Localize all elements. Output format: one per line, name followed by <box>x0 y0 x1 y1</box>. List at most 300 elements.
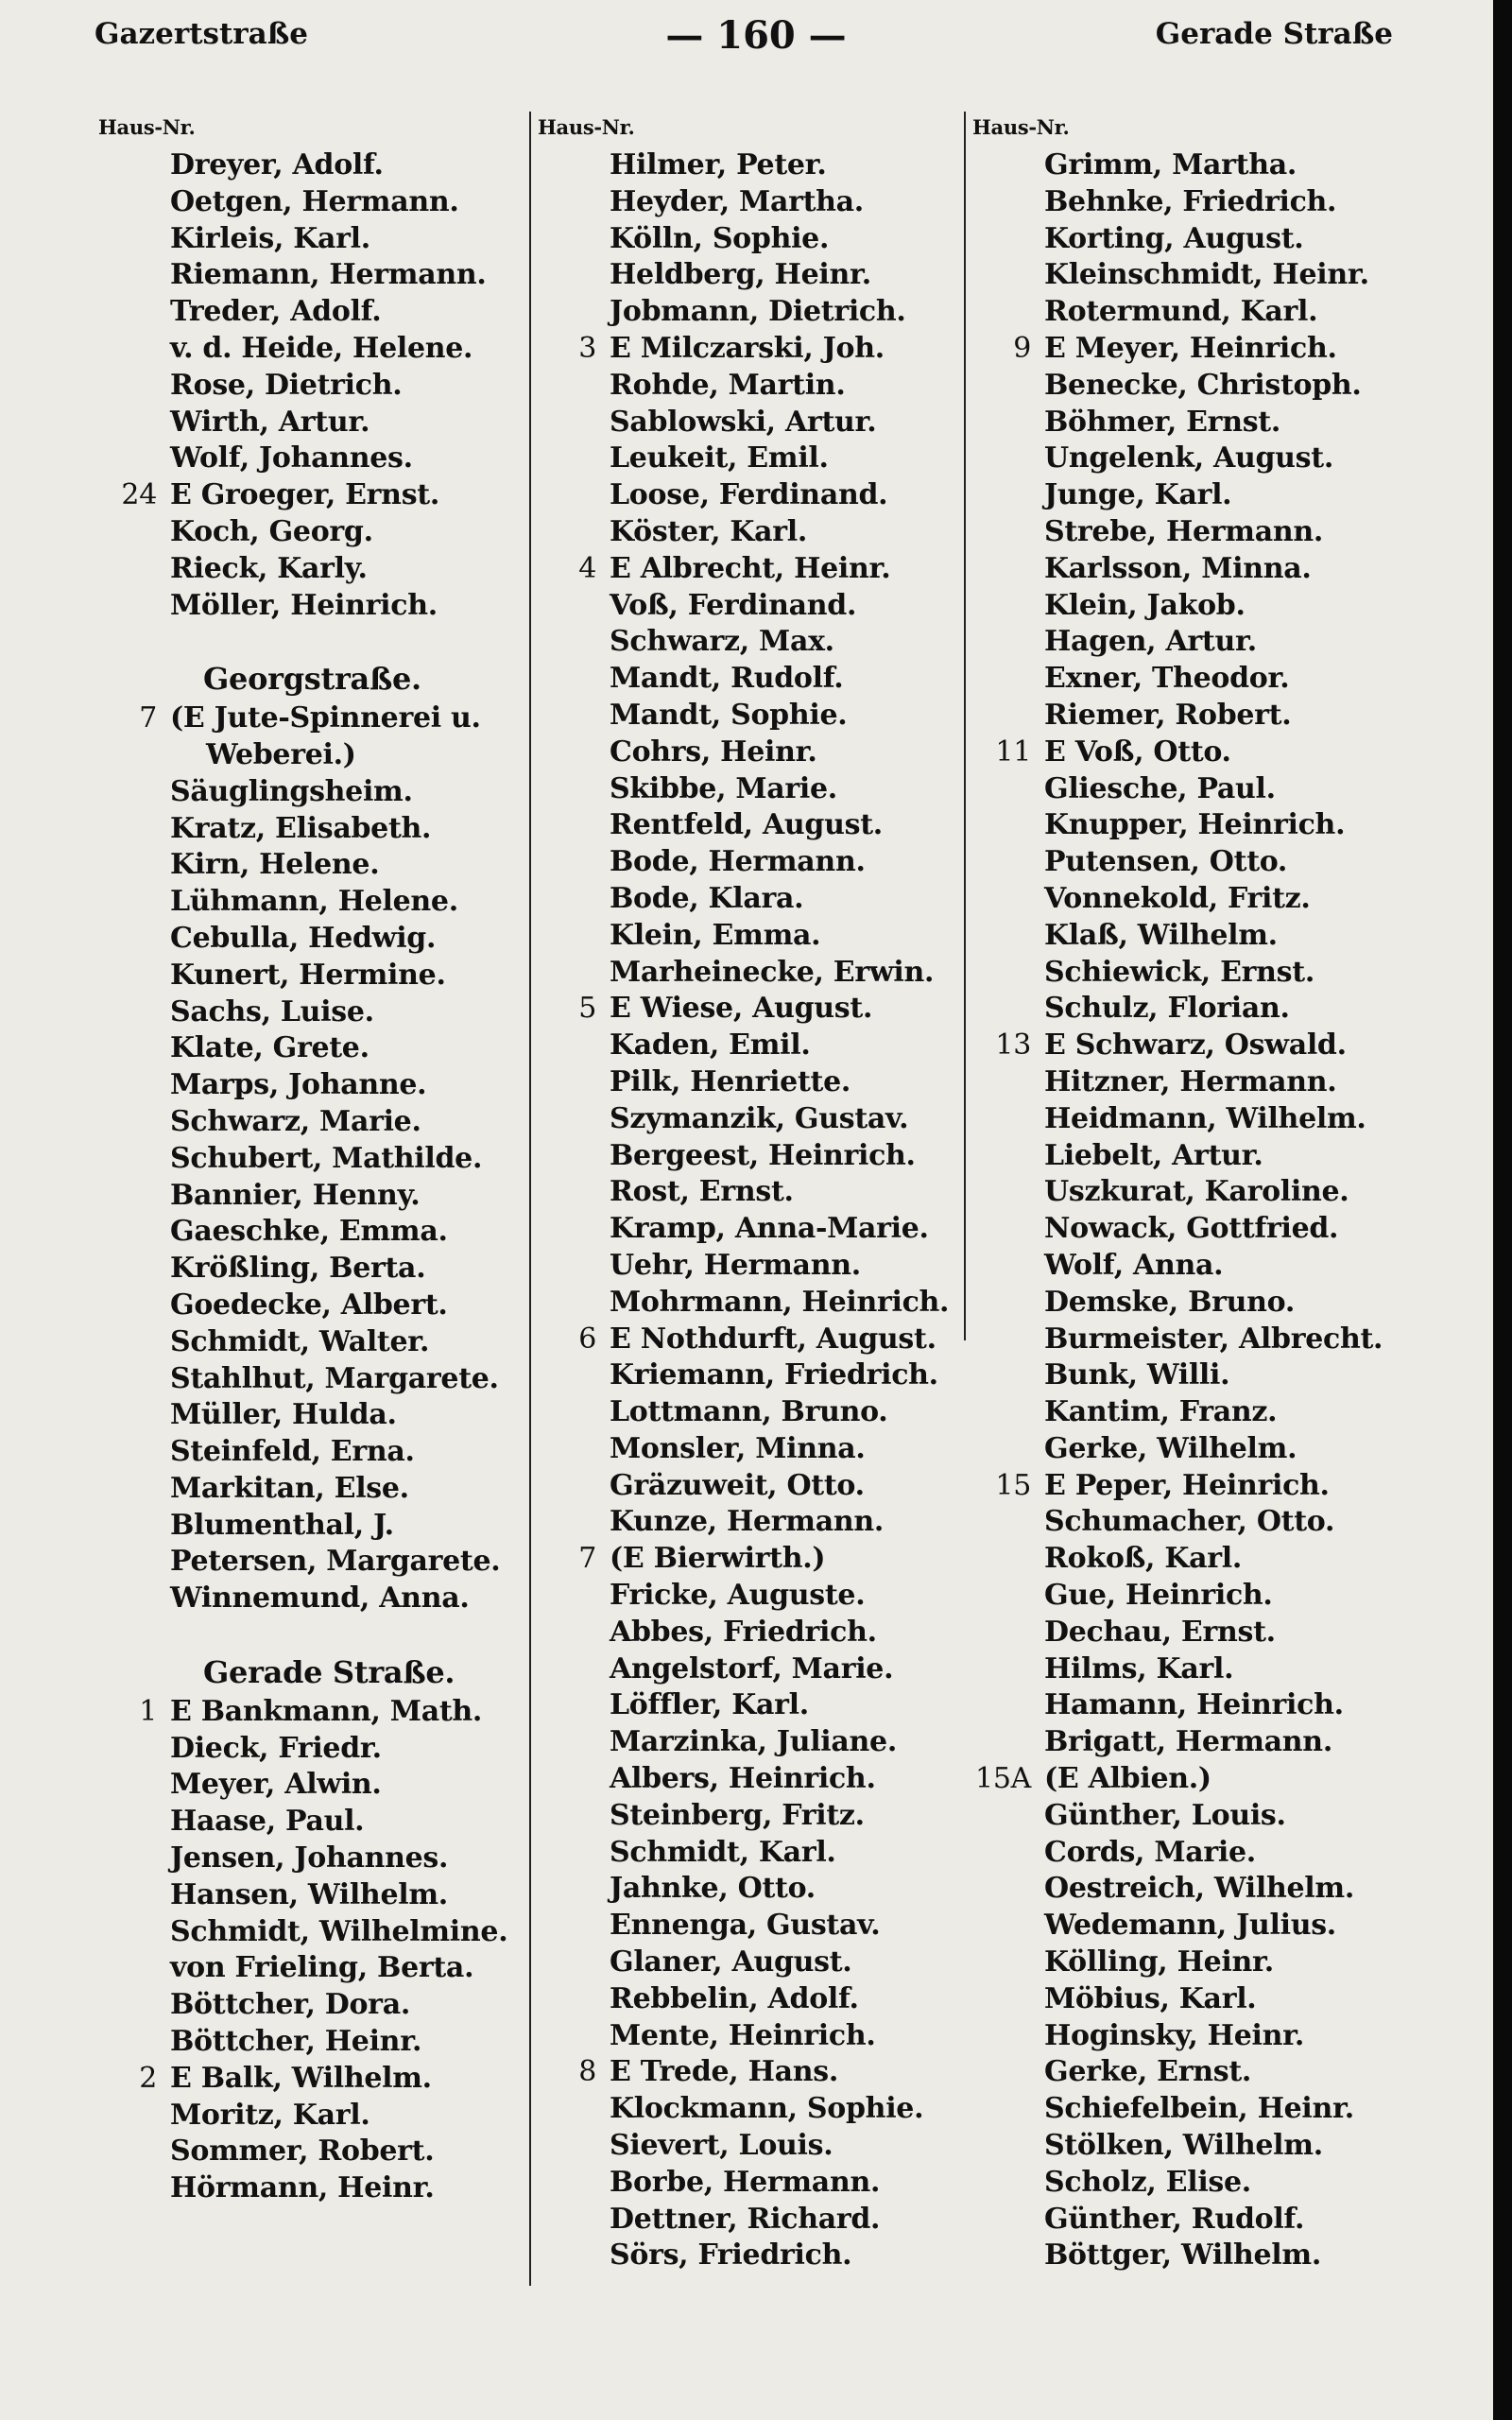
resident-entry <box>969 2238 1399 2274</box>
resident-entry <box>534 1615 964 1651</box>
resident-name: Hörmann, Heinr. <box>170 2171 435 2205</box>
column-2 <box>534 113 964 2274</box>
resident-name: Cohrs, Heinr. <box>610 735 817 769</box>
page-number: — 160 — <box>665 13 847 58</box>
resident-entry <box>534 147 964 184</box>
resident-entry <box>94 1104 524 1141</box>
resident-entry <box>969 624 1399 661</box>
resident-name: Grimm, Martha. <box>1044 148 1297 182</box>
resident-name: E Balk, Wilhelm. <box>170 2061 432 2095</box>
resident-name: Schulz, Florian. <box>1044 992 1290 1026</box>
resident-entry <box>969 368 1399 405</box>
resident-entry <box>969 1138 1399 1175</box>
resident-entry <box>969 405 1399 441</box>
resident-entry <box>969 1468 1399 1505</box>
resident-name: Schumacher, Otto. <box>1044 1505 1335 1539</box>
resident-name: Kirleis, Karl. <box>170 221 370 255</box>
house-number: 1 <box>139 1694 157 1728</box>
resident-entry <box>969 698 1399 735</box>
resident-name: Rotermund, Karl. <box>1044 295 1318 329</box>
resident-entry <box>969 1761 1399 1798</box>
resident-entry <box>94 737 524 774</box>
resident-entry <box>94 774 524 811</box>
resident-entry <box>534 1835 964 1872</box>
resident-name: Hamann, Heinrich. <box>1044 1688 1344 1722</box>
spacer <box>94 1617 524 1654</box>
resident-name: Heidmann, Wilhelm. <box>1044 1101 1366 1135</box>
resident-entry <box>94 331 524 368</box>
resident-entry <box>534 1798 964 1835</box>
resident-entry <box>969 1248 1399 1285</box>
resident-entry <box>969 1798 1399 1835</box>
resident-name: v. d. Heide, Helene. <box>170 331 473 365</box>
resident-name: Säuglingsheim. <box>170 774 413 808</box>
resident-name: Angelstorf, Marie. <box>610 1651 894 1685</box>
resident-name: Fricke, Auguste. <box>610 1579 866 1613</box>
resident-entry <box>534 991 964 1028</box>
resident-entry <box>94 1251 524 1288</box>
resident-entry <box>534 441 964 477</box>
resident-name: Böttger, Wilhelm. <box>1044 2238 1321 2273</box>
resident-name: Schwarz, Max. <box>610 625 834 659</box>
resident-name: Knupper, Heinrich. <box>1044 808 1346 842</box>
resident-entry <box>534 1945 964 1981</box>
resident-name: Kaden, Emil. <box>610 1028 811 1063</box>
resident-entry <box>969 991 1399 1028</box>
resident-name: Petersen, Margarete. <box>170 1545 501 1579</box>
resident-entry <box>969 2165 1399 2202</box>
resident-name: Junge, Karl. <box>1044 478 1232 512</box>
resident-entry <box>969 1504 1399 1541</box>
resident-name: Kölln, Sophie. <box>610 221 830 255</box>
resident-name: Schmidt, Karl. <box>610 1835 836 1869</box>
resident-entry <box>969 661 1399 698</box>
resident-name: Sörs, Friedrich. <box>610 2238 852 2273</box>
resident-name: Riemer, Robert. <box>1044 698 1292 732</box>
resident-name: Kantim, Franz. <box>1044 1395 1278 1429</box>
resident-name: Cebulla, Hedwig. <box>170 921 437 955</box>
resident-name: Goedecke, Albert. <box>170 1288 448 1322</box>
resident-name: Böttcher, Dora. <box>170 1988 410 2022</box>
resident-entry <box>534 881 964 918</box>
resident-name: Kleinschmidt, Heinr. <box>1044 258 1369 292</box>
resident-name: Köster, Karl. <box>610 514 808 548</box>
resident-entry <box>534 771 964 808</box>
resident-entry <box>94 184 524 221</box>
resident-name: Bode, Klara. <box>610 881 804 915</box>
resident-name: Markitan, Else. <box>170 1471 409 1505</box>
resident-entry <box>534 698 964 735</box>
resident-entry <box>969 1871 1399 1908</box>
resident-entry <box>534 1651 964 1688</box>
resident-name: Hansen, Wilhelm. <box>170 1877 448 1911</box>
resident-name: Kirn, Helene. <box>170 848 380 882</box>
resident-name: Kramp, Anna-Marie. <box>610 1212 929 1246</box>
resident-entry <box>534 368 964 405</box>
resident-name: Oestreich, Wilhelm. <box>1044 1872 1354 1906</box>
resident-name: Burmeister, Albrecht. <box>1044 1322 1383 1356</box>
resident-name: Kriemann, Friedrich. <box>610 1358 938 1392</box>
resident-name: Wedemann, Julius. <box>1044 1909 1336 1943</box>
resident-name: Stahlhut, Margarete. <box>170 1361 499 1395</box>
street-heading: Gerade Straße. <box>203 1653 455 1690</box>
resident-name: Sievert, Louis. <box>610 2129 833 2163</box>
resident-name: Schubert, Mathilde. <box>170 1141 483 1175</box>
resident-entry <box>534 1687 964 1724</box>
resident-entry <box>969 1578 1399 1615</box>
resident-entry <box>94 405 524 441</box>
column-divider <box>529 112 531 2286</box>
resident-entry <box>94 477 524 514</box>
resident-name: E Peper, Heinrich. <box>1044 1468 1330 1502</box>
resident-entry <box>94 1397 524 1434</box>
resident-entry <box>94 700 524 737</box>
resident-name: Lühmann, Helene. <box>170 885 458 919</box>
resident-entry <box>969 1394 1399 1431</box>
resident-name: E Trede, Hans. <box>610 2055 839 2089</box>
resident-name: Uszkurat, Karoline. <box>1044 1175 1349 1209</box>
resident-name: Möller, Heinrich. <box>170 588 438 622</box>
resident-entry <box>969 807 1399 844</box>
resident-entry <box>969 1981 1399 2018</box>
resident-entry <box>969 1211 1399 1248</box>
resident-entry <box>534 1322 964 1358</box>
resident-entry <box>534 1174 964 1211</box>
resident-entry <box>534 1028 964 1064</box>
resident-entry <box>969 771 1399 808</box>
resident-name: Hitzner, Hermann. <box>1044 1064 1337 1098</box>
resident-name: Stölken, Wilhelm. <box>1044 2129 1323 2163</box>
resident-name: E Nothdurft, August. <box>610 1322 936 1356</box>
resident-entry <box>94 1324 524 1361</box>
resident-entry <box>969 2018 1399 2055</box>
resident-name: Krößling, Berta. <box>170 1252 426 1286</box>
resident-name: Hagen, Artur. <box>1044 625 1257 659</box>
resident-name: Dechau, Ernst. <box>1044 1615 1276 1649</box>
resident-entry <box>534 1248 964 1285</box>
resident-entry <box>94 921 524 958</box>
resident-name: Abbes, Friedrich. <box>610 1615 877 1649</box>
house-number: 5 <box>578 992 596 1026</box>
resident-entry <box>969 1431 1399 1468</box>
resident-name: Gue, Heinrich. <box>1044 1579 1273 1613</box>
resident-name: Karlsson, Minna. <box>1044 551 1312 585</box>
resident-name: Sachs, Luise. <box>170 994 374 1028</box>
resident-entry <box>969 477 1399 514</box>
resident-name: Marzinka, Juliane. <box>610 1725 897 1759</box>
resident-name: Rebbelin, Adolf. <box>610 1981 859 2015</box>
resident-entry <box>534 1431 964 1468</box>
resident-entry <box>969 294 1399 331</box>
resident-name: Mandt, Rudolf. <box>610 662 844 696</box>
resident-name: Rohde, Martin. <box>610 368 846 402</box>
resident-entry <box>534 1578 964 1615</box>
resident-entry <box>969 2091 1399 2128</box>
resident-name: Moritz, Karl. <box>170 2098 370 2132</box>
resident-entry <box>94 1950 524 1987</box>
resident-entry <box>534 331 964 368</box>
resident-entry <box>94 2134 524 2170</box>
resident-entry <box>534 1138 964 1175</box>
resident-entry <box>94 958 524 994</box>
resident-entry <box>969 1687 1399 1724</box>
resident-name: Hilms, Karl. <box>1044 1651 1234 1685</box>
house-number: 15A <box>975 1762 1031 1796</box>
resident-entry <box>94 1804 524 1841</box>
resident-name: Klockmann, Sophie. <box>610 2092 924 2126</box>
resident-entry <box>969 331 1399 368</box>
resident-name: E Milczarski, Joh. <box>610 331 885 365</box>
resident-name: Schwarz, Marie. <box>170 1104 421 1138</box>
resident-name: Müller, Hulda. <box>170 1398 397 1432</box>
resident-name: Marps, Johanne. <box>170 1068 427 1102</box>
resident-name: Rose, Dietrich. <box>170 368 403 402</box>
resident-name: Lottmann, Bruno. <box>610 1395 888 1429</box>
resident-name: E Schwarz, Oswald. <box>1044 1028 1347 1063</box>
resident-name: Dreyer, Adolf. <box>170 148 384 182</box>
resident-name: Pilk, Henriette. <box>610 1064 851 1098</box>
resident-name: Günther, Rudolf. <box>1044 2202 1305 2236</box>
resident-name: Löffler, Karl. <box>610 1688 809 1722</box>
resident-entry <box>534 221 964 258</box>
resident-entry <box>94 2061 524 2098</box>
resident-name: Gerke, Wilhelm. <box>1044 1431 1297 1465</box>
resident-entry <box>969 1651 1399 1688</box>
resident-name: Meyer, Alwin. <box>170 1768 382 1802</box>
header-left-street: Gazertstraße <box>94 17 309 51</box>
house-number: 4 <box>578 551 596 585</box>
resident-entry <box>534 1394 964 1431</box>
resident-name: Gaeschke, Emma. <box>170 1215 448 1249</box>
resident-name: Leukeit, Emil. <box>610 441 829 475</box>
resident-name: Oetgen, Hermann. <box>170 184 459 218</box>
resident-entry <box>534 1871 964 1908</box>
house-number: 6 <box>578 1322 596 1356</box>
resident-name: Cords, Marie. <box>1044 1835 1256 1869</box>
resident-name: Liebelt, Artur. <box>1044 1138 1263 1172</box>
resident-entry <box>969 1724 1399 1761</box>
resident-name: Ungelenk, August. <box>1044 441 1333 475</box>
resident-entry <box>534 1981 964 2018</box>
resident-name: Heyder, Martha. <box>610 184 864 218</box>
scan-edge <box>1493 0 1512 2420</box>
resident-name: Korting, August. <box>1044 221 1304 255</box>
resident-name: Schmidt, Walter. <box>170 1324 430 1358</box>
resident-name: Weberei.) <box>206 737 356 771</box>
resident-entry <box>534 1468 964 1505</box>
resident-entry <box>969 1835 1399 1872</box>
resident-name: Heldberg, Heinr. <box>610 258 871 292</box>
resident-entry <box>534 588 964 625</box>
resident-entry <box>969 1101 1399 1138</box>
resident-entry <box>534 1504 964 1541</box>
resident-name: Kratz, Elisabeth. <box>170 811 432 845</box>
resident-name: Rentfeld, August. <box>610 808 883 842</box>
resident-name: Gräzuweit, Otto. <box>610 1468 865 1502</box>
resident-name: Günther, Louis. <box>1044 1798 1286 1832</box>
resident-name: Exner, Theodor. <box>1044 662 1290 696</box>
resident-entry <box>94 2024 524 2061</box>
resident-entry <box>94 1471 524 1508</box>
resident-name: Benecke, Christoph. <box>1044 368 1362 402</box>
house-number: 2 <box>139 2061 157 2095</box>
resident-entry <box>969 2202 1399 2238</box>
resident-entry <box>969 735 1399 771</box>
resident-name: Glaner, August. <box>610 1945 852 1979</box>
resident-name: Gliesche, Paul. <box>1044 771 1276 805</box>
resident-name: Schiewick, Ernst. <box>1044 955 1314 989</box>
header-right-street: Gerade Straße <box>1155 17 1393 51</box>
resident-name: Riemann, Hermann. <box>170 258 487 292</box>
resident-name: Demske, Bruno. <box>1044 1285 1296 1319</box>
column-1 <box>94 113 524 2207</box>
resident-entry <box>534 551 964 588</box>
resident-entry <box>534 2165 964 2202</box>
resident-name: E Meyer, Heinrich. <box>1044 331 1337 365</box>
resident-name: Vonnekold, Fritz. <box>1044 881 1311 915</box>
resident-name: Rokoß, Karl. <box>1044 1542 1242 1576</box>
resident-name: Albers, Heinrich. <box>610 1762 876 1796</box>
resident-name: Mente, Heinrich. <box>610 2018 876 2052</box>
resident-name: E Bankmann, Math. <box>170 1694 483 1728</box>
resident-name: Sablowski, Artur. <box>610 405 877 439</box>
resident-entry <box>969 551 1399 588</box>
resident-entry <box>969 1908 1399 1945</box>
resident-name: Borbe, Hermann. <box>610 2165 881 2199</box>
house-number: 3 <box>578 331 596 365</box>
resident-entry <box>94 1581 524 1617</box>
resident-entry <box>94 514 524 551</box>
resident-entry <box>94 1434 524 1471</box>
house-number: 8 <box>578 2055 596 2089</box>
resident-entry <box>94 2098 524 2135</box>
resident-name: Skibbe, Marie. <box>610 771 837 805</box>
resident-entry <box>969 2128 1399 2165</box>
resident-entry <box>94 1067 524 1104</box>
resident-entry <box>969 1357 1399 1394</box>
resident-entry <box>94 1731 524 1768</box>
resident-name: Ennenga, Gustav. <box>610 1909 881 1943</box>
resident-entry <box>94 1178 524 1215</box>
resident-entry <box>94 1987 524 2024</box>
resident-name: Dieck, Friedr. <box>170 1731 382 1765</box>
house-number: 9 <box>1013 331 1031 365</box>
resident-entry <box>969 1322 1399 1358</box>
resident-entry <box>969 881 1399 918</box>
resident-entry <box>94 1767 524 1804</box>
resident-name: Bode, Hermann. <box>610 845 866 879</box>
resident-entry <box>534 844 964 881</box>
resident-entry <box>94 551 524 588</box>
resident-name: Nowack, Gottfried. <box>1044 1212 1339 1246</box>
resident-entry <box>94 294 524 331</box>
resident-name: E Voß, Otto. <box>1044 735 1231 769</box>
resident-name: Szymanzik, Gustav. <box>610 1101 909 1135</box>
resident-entry <box>534 2091 964 2128</box>
house-number: 13 <box>995 1028 1031 1063</box>
resident-entry <box>94 147 524 184</box>
resident-name: Kunze, Hermann. <box>610 1505 885 1539</box>
resident-entry <box>534 1357 964 1394</box>
resident-name: Hilmer, Peter. <box>610 148 827 182</box>
resident-entry <box>534 1761 964 1798</box>
resident-entry <box>969 1541 1399 1578</box>
house-number: 24 <box>121 478 157 512</box>
resident-entry <box>94 1544 524 1581</box>
resident-name: Bergeest, Heinrich. <box>610 1138 916 1172</box>
resident-name: Blumenthal, J. <box>170 1508 394 1542</box>
resident-name: Mandt, Sophie. <box>610 698 848 732</box>
resident-name: Wolf, Anna. <box>1044 1248 1224 1282</box>
resident-name: Steinberg, Fritz. <box>610 1798 865 1832</box>
resident-entry <box>534 1908 964 1945</box>
resident-entry <box>969 1945 1399 1981</box>
resident-name: Rieck, Karly. <box>170 551 368 585</box>
resident-name: Koch, Georg. <box>170 514 373 548</box>
resident-entry <box>969 221 1399 258</box>
resident-entry <box>534 257 964 294</box>
resident-entry <box>534 735 964 771</box>
resident-entry <box>969 257 1399 294</box>
resident-name: Rost, Ernst. <box>610 1175 794 1209</box>
resident-name: Schiefelbein, Heinr. <box>1044 2092 1354 2126</box>
resident-name: Klaß, Wilhelm. <box>1044 918 1278 952</box>
resident-entry <box>94 368 524 405</box>
resident-entry <box>94 1877 524 1914</box>
resident-entry <box>94 1030 524 1067</box>
resident-name: Scholz, Elise. <box>1044 2165 1251 2199</box>
resident-entry <box>969 147 1399 184</box>
resident-entry <box>534 2128 964 2165</box>
resident-name: Loose, Ferdinand. <box>610 478 888 512</box>
resident-entry <box>969 918 1399 955</box>
resident-name: Gerke, Ernst. <box>1044 2055 1252 2089</box>
resident-name: Wolf, Johannes. <box>170 441 413 475</box>
resident-entry <box>534 1211 964 1248</box>
resident-entry <box>94 847 524 884</box>
resident-name: Putensen, Otto. <box>1044 845 1288 879</box>
resident-entry <box>94 1141 524 1178</box>
resident-entry <box>534 2018 964 2055</box>
resident-name: Haase, Paul. <box>170 1805 365 1839</box>
resident-entry <box>969 1028 1399 1064</box>
resident-entry <box>94 811 524 848</box>
resident-entry <box>94 257 524 294</box>
house-number-label: Haus-Nr. <box>98 115 196 139</box>
resident-entry <box>534 184 964 221</box>
resident-entry <box>969 184 1399 221</box>
resident-entry <box>94 994 524 1031</box>
resident-entry <box>534 1724 964 1761</box>
resident-entry <box>534 2054 964 2091</box>
spacer <box>94 624 524 661</box>
resident-name: E Wiese, August. <box>610 992 873 1026</box>
resident-entry <box>94 588 524 625</box>
resident-entry <box>94 1694 524 1731</box>
house-number: 7 <box>139 701 157 735</box>
resident-name: Mohrmann, Heinrich. <box>610 1285 950 1319</box>
house-number-label: Haus-Nr. <box>538 115 635 139</box>
resident-name: Böttcher, Heinr. <box>170 2025 422 2059</box>
resident-name: Dettner, Richard. <box>610 2202 881 2236</box>
resident-name: Marheinecke, Erwin. <box>610 955 935 989</box>
resident-name: Brigatt, Hermann. <box>1044 1725 1332 1759</box>
resident-name: Jobmann, Dietrich. <box>610 295 906 329</box>
resident-name: von Frieling, Berta. <box>170 1951 474 1985</box>
resident-entry <box>534 1064 964 1101</box>
resident-name: Klate, Grete. <box>170 1031 369 1065</box>
resident-name: Sommer, Robert. <box>170 2135 435 2169</box>
